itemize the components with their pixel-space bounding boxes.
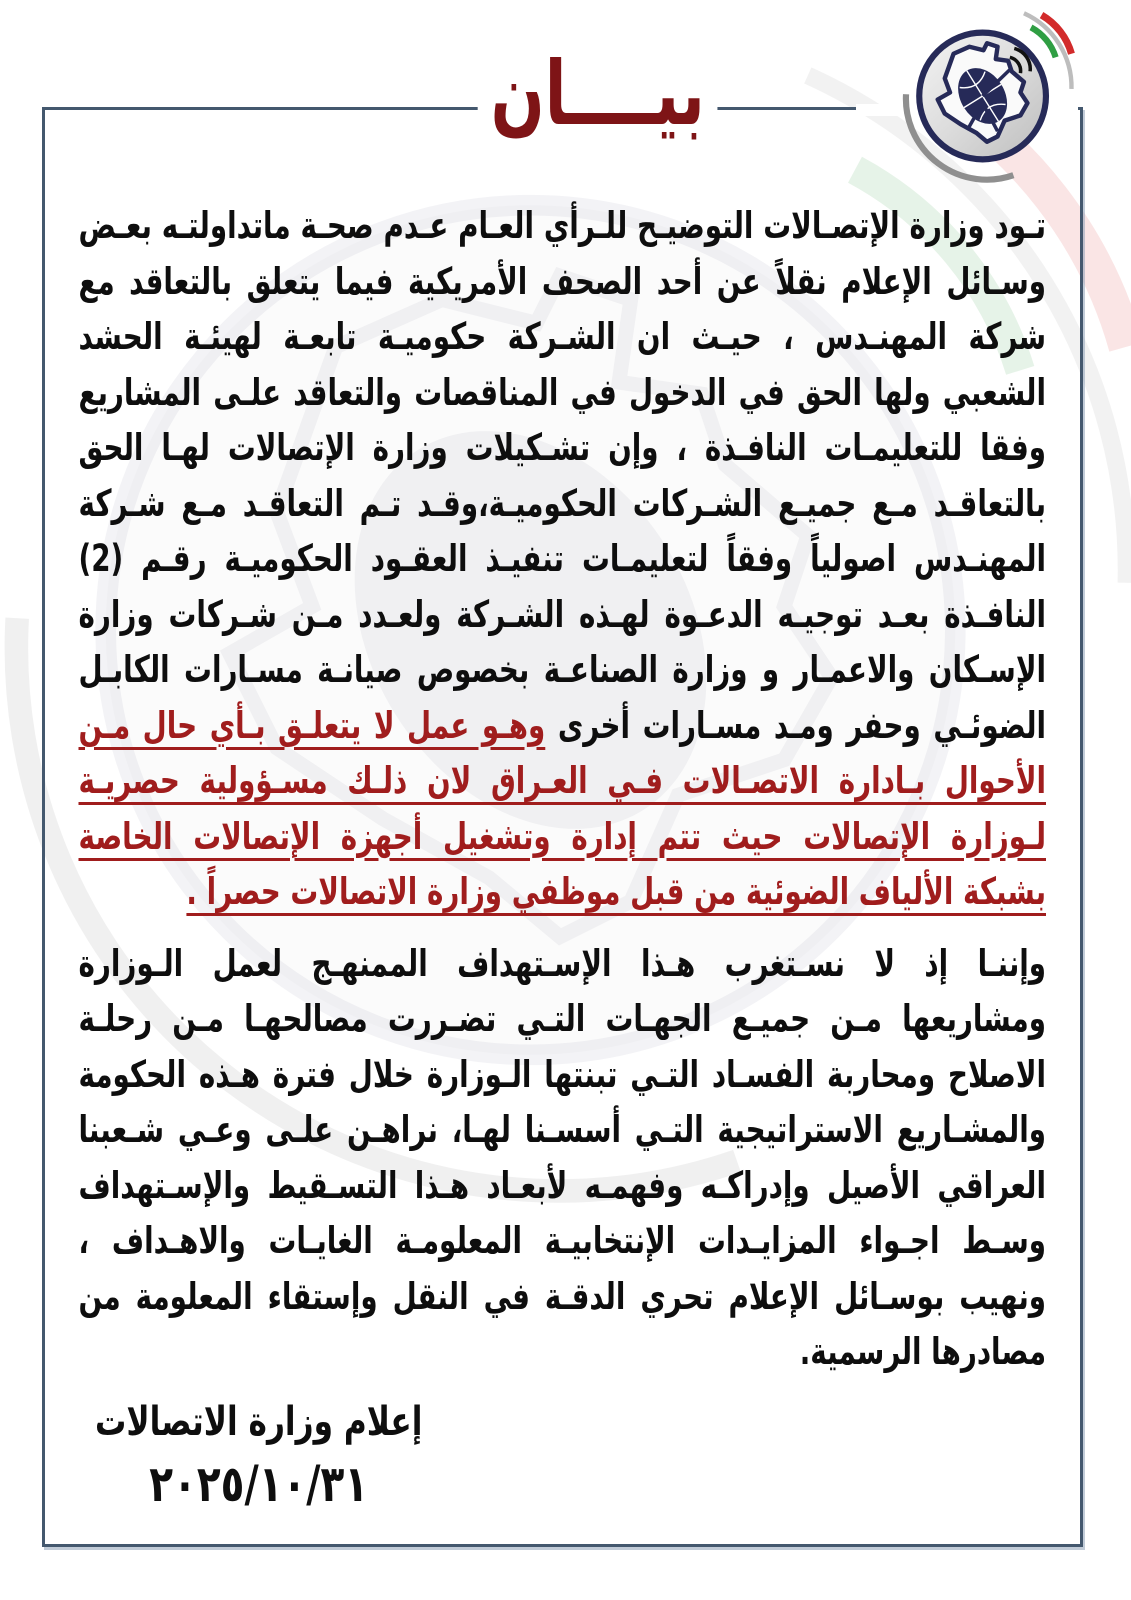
statement-line: وسـائل الإعلام نقلاً عن أحد الصحف الأمريكية فيما يتعلق بالتعاقد مع — [78, 259, 1046, 303]
statement-line: بالتعاقـد مـع جميـع الشـركات الحكوميـة،وقـد تـم التعاقـد مـع شـركة — [78, 481, 1046, 525]
statement-line-mixed — [79, 698, 1047, 754]
statement-line: وفقا للتعليمـات النافـذة ، وإن تشـكيلات وزارة الإتصالات لهـا الحق — [78, 426, 1046, 469]
statement-line: الاصلاح ومحاربة الفسـاد التـي تبنتها الـوزارة خلال فترة هـذه الحكومة — [78, 1052, 1046, 1096]
statement-line: شركة المهنـدس ، حيـث ان الشـركة حكوميـة تابعـة لهيئـة الحشد — [78, 315, 1046, 358]
statement-title: بيــــان — [477, 46, 717, 143]
statement-line: المهنـدس اصولياً وفقاً لتعليمـات تنفيـذ العقـود الحكوميـة رقـم (2) — [78, 537, 1046, 580]
statement-line: النافـذة بعـد توجيـه الدعـوة لهـذه الشـركة ولعـدد مـن شـركات وزارة — [78, 592, 1046, 636]
statement-line: وإننـا إذ لا نسـتغرب هـذا الإسـتهداف الممنهـج لعمل الـوزارة — [78, 941, 1046, 985]
statement-line: والمشـاريع الاستراتيجية التـي أسسـنا لهـا، نراهـن علـى وعـي شـعبنا — [78, 1108, 1046, 1151]
statement-line: وسـط اجـواء المزايـدات الإنتخابيـة المعلومـة الغايـات والاهـداف ، — [78, 1219, 1046, 1262]
statement-line: العراقي الأصيل وإدراكـه وفهمـه لأبعـاد هـذا التسـقيط والإسـتهداف — [78, 1163, 1046, 1207]
statement-footer — [95, 1398, 422, 1514]
statement-line-red-emphasis: لـوزارة الإتصالات حيث تتم إدارة وتشغيل أجهزة الإتصالات الخاصة — [78, 814, 1046, 858]
statement-text-black: الضوئـي وحفر ومـد مسـارات أخرى — [545, 703, 1047, 747]
statement-line: الشعبي ولها الحق في الدخول في المناقصات والتعاقد علـى المشاريع — [78, 370, 1046, 414]
statement-date: ٢٠٢٥/١٠/٣١ — [149, 1455, 369, 1513]
statement-line: ومشاريعها مـن جميـع الجهـات التـي تضـررت مصالحهـا مـن رحلـة — [78, 997, 1046, 1040]
signature-media-office: إعلام وزارة الاتصالات — [95, 1399, 423, 1445]
statement-line: مصادرها الرسمية. — [799, 1330, 1046, 1373]
statement-line-red-emphasis: الأحوال بـادارة الاتصـالات فـي العـراق لان ذلـك مسـؤولية حصريـة — [78, 759, 1046, 802]
statement-line: تـود وزارة الإتصـالات التوضيـح للـرأي العـام عـدم صحـة ماتداولتـه بعـض — [78, 204, 1046, 247]
statement-text-red-emphasis: وهـو عمل لا يتعلـق بـأي حال مـن — [78, 703, 546, 747]
statement-line: ونهيب بوسـائل الإعلام تحري الدقـة في النقل وإستقاء المعلومة من — [78, 1274, 1046, 1318]
statement-line: الإسـكان والاعمـار و وزارة الصناعـة بخصوص صيانـة مسـارات الكابـل — [78, 648, 1046, 691]
statement-body — [80, 198, 1046, 1380]
ministry-of-communications-logo-icon — [899, 8, 1075, 184]
statement-line-red-emphasis: بشبكة الألياف الضوئية من قبل موظفي وزارة الاتصالات حصراً . — [186, 870, 1046, 913]
